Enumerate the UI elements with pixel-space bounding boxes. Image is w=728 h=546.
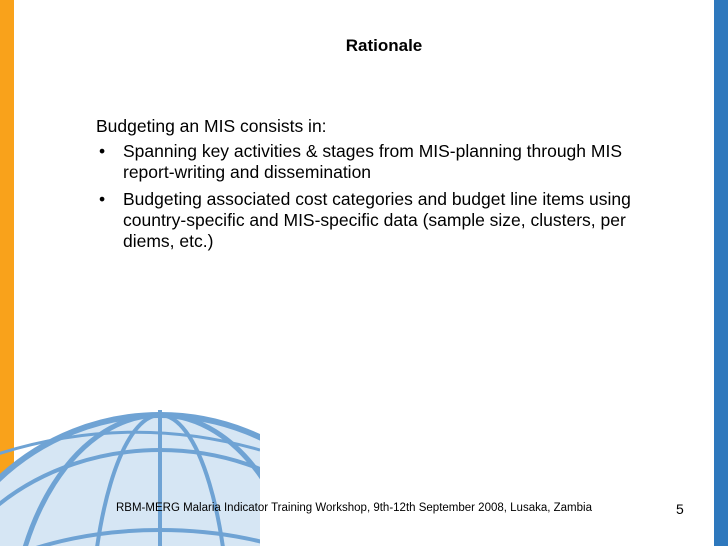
- bullet-text: Spanning key activities & stages from MIS-planning through MIS report-writing and dissemination: [123, 141, 622, 182]
- slide-title: Rationale: [345, 36, 423, 55]
- globe-grid-icon: [0, 390, 260, 546]
- bullet-item: [96, 141, 676, 183]
- slide-body: [96, 116, 676, 258]
- footer-text: RBM-MERG Malaria Indicator Training Workshop, 9th-12th September 2008, Lusaka, Zambia: [116, 502, 592, 514]
- intro-text: Budgeting an MIS consists in:: [96, 116, 327, 136]
- bullet-list: [96, 141, 676, 252]
- bullet-text: Budgeting associated cost categories and budget line items using country-specific and MIS-specific data (sample size, clusters, per diems, etc.): [123, 189, 631, 251]
- right-accent-bar: [714, 0, 728, 546]
- bullet-item: [96, 189, 676, 252]
- page-number: 5: [676, 501, 684, 517]
- bullet-dot-icon: •: [99, 141, 106, 161]
- bullet-dot-icon: •: [99, 189, 106, 209]
